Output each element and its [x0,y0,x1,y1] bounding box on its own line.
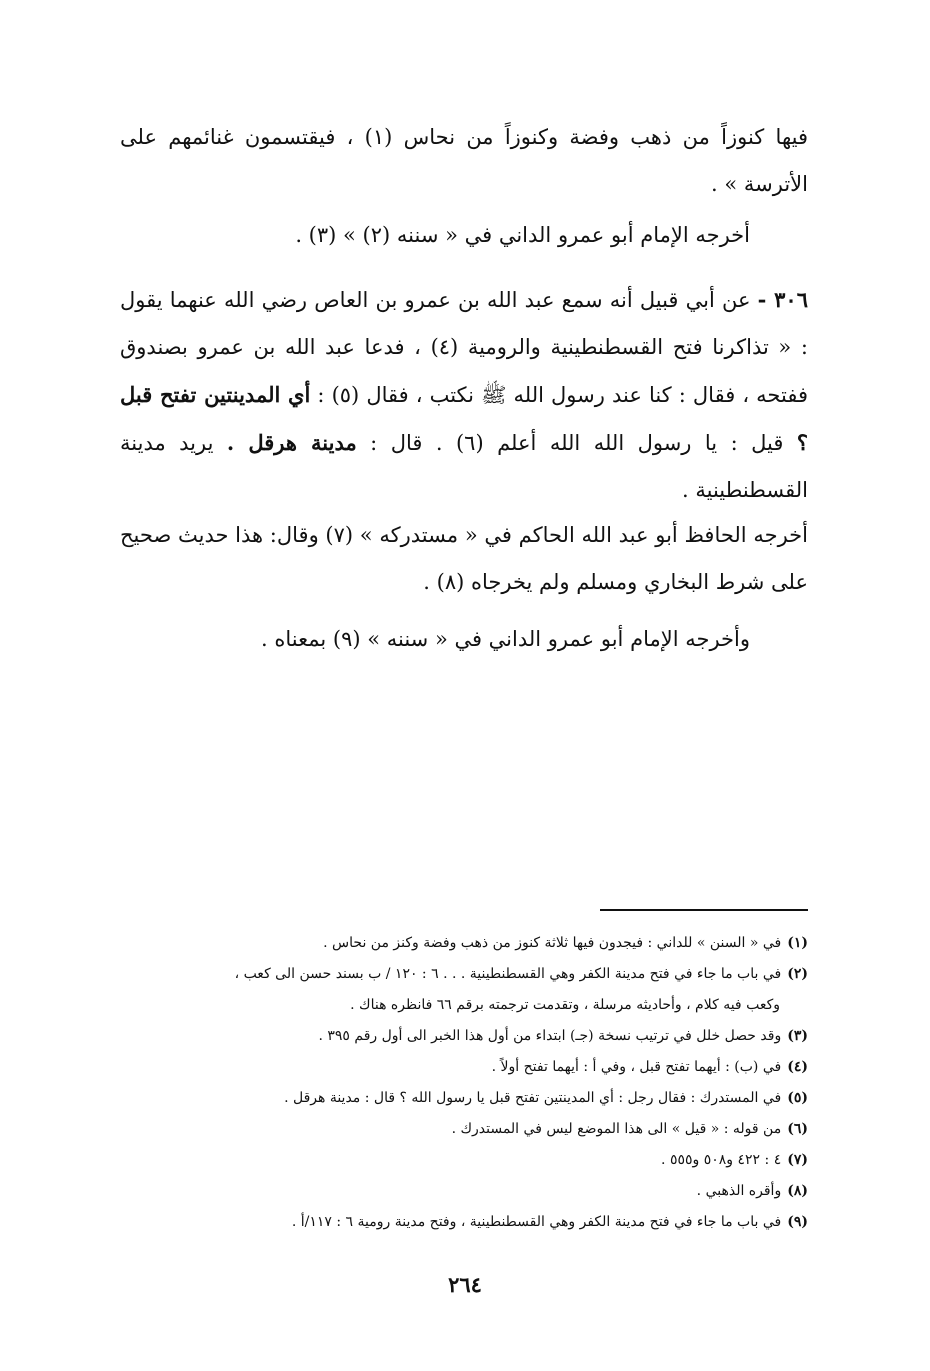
hadith-number: ٣٠٦ - [757,287,808,312]
hadith-306 [120,276,808,514]
footnote-7 [116,1145,808,1176]
footnote-1 [116,928,808,959]
footnote-text: في « السنن » للداني : فيجدون فيها ثلاثة كنوز من ذهب وفضة وكنز من نحاس . [323,935,782,951]
paragraph-2 [130,212,750,259]
footnote-text: في (ب) : أيهما تفتح قبل ، وفي أ : أيهما تفتح أولاً . [491,1059,782,1075]
footnote-3 [116,1021,808,1052]
footnote-number: (٥) [787,1090,808,1106]
footnote-text: ٤ : ٤٢٢ و٥٠٨ و٥٥٥ . [661,1152,782,1168]
footnote-8 [116,1176,808,1207]
footnote-number: (٦) [787,1121,808,1137]
footnote-text: وقد حصل خلل في ترتيب نسخة (جـ) ابتداء من أول هذا الخبر الى أول رقم ٣٩٥ . [318,1028,782,1044]
footnote-text: من قوله : « قيل » الى هذا الموضع ليس في المستدرك . [451,1121,782,1137]
paragraph-5-text: وأخرجه الإمام أبو عمرو الداني في « سننه » (٩) بمعناه . [260,627,750,651]
footnote-number: (٩) [787,1214,808,1230]
footnote-number: (٧) [787,1152,808,1168]
footnote-number: (٣) [787,1028,808,1044]
footnote-text: في باب ما جاء في فتح مدينة الكفر وهي القسطنطينية ، وفتح مدينة رومية ٦ : ١١٧/أ . [291,1214,782,1230]
footnote-text: وأقره الذهبي . [696,1183,782,1199]
paragraph-1 [120,114,808,208]
hadith-text-a: عن أبي قبيل أنه سمع عبد الله بن عمرو بن العاص رضي الله عنهما يقول : « تذاكرنا فتح القسطنطينية والرومية (٤) ، فدعا عبد الله بن عمرو بصندوق ففتحه ، فقال : كنا عند رسول الله ﷺ نكتب ، فقال (٥) : [120,288,808,407]
footnote-separator [600,909,808,911]
footnote-4 [116,1052,808,1083]
footnote-2-continuation [116,990,808,1021]
paragraph-5 [130,616,750,663]
footnote-5 [116,1083,808,1114]
footnote-number: (٢) [787,966,808,982]
footnote-text: في باب ما جاء في فتح مدينة الكفر وهي القسطنطينية . . . ٦ : ١٢٠ / ب بسند حسن الى كعب ، [234,966,782,982]
page-number: ٢٦٤ [448,1272,482,1297]
footnote-number: (٨) [787,1183,808,1199]
hadith-bold-a: أي المدينتين تفتح قبل ؟ [120,382,808,455]
hadith-bold-b: مدينة هرقل . [226,430,357,455]
paragraph-1-text: فيها كنوزاً من ذهب وفضة وكنوزاً من نحاس (١) ، فيقتسمون غنائمهم على الأترسة » . [120,125,809,196]
hadith-text-b: قيل : يا رسول الله الله أعلم (٦) . قال : [370,431,784,455]
paragraph-2-text: أخرجه الإمام أبو عمرو الداني في « سننه (٢) » (٣) . [295,223,750,247]
footnote-2 [116,959,808,990]
footnotes [116,928,808,1238]
paragraph-4-text: أخرجه الحافظ أبو عبد الله الحاكم في « مستدركه » (٧) وقال: هذا حديث صحيح على شرط البخاري ومسلم ولم يخرجاه (٨) . [120,523,808,594]
footnote-9 [116,1207,808,1238]
paragraph-4 [120,512,808,606]
footnote-number: (٤) [787,1059,808,1075]
footnote-text: وكعب فيه كلام ، وأحاديثه مرسلة ، وتقدمت ترجمته برقم ٦٦ فانظره هناك . [350,997,780,1013]
footnote-number: (١) [787,935,808,951]
footnote-6 [116,1114,808,1145]
hadith-text-c: يريد مدينة القسطنطينية . [120,431,808,502]
footnote-text: في المستدرك : فقال رجل : أي المدينتين تفتح قبل يا رسول الله ؟ قال : مدينة هرقل . [284,1090,782,1106]
